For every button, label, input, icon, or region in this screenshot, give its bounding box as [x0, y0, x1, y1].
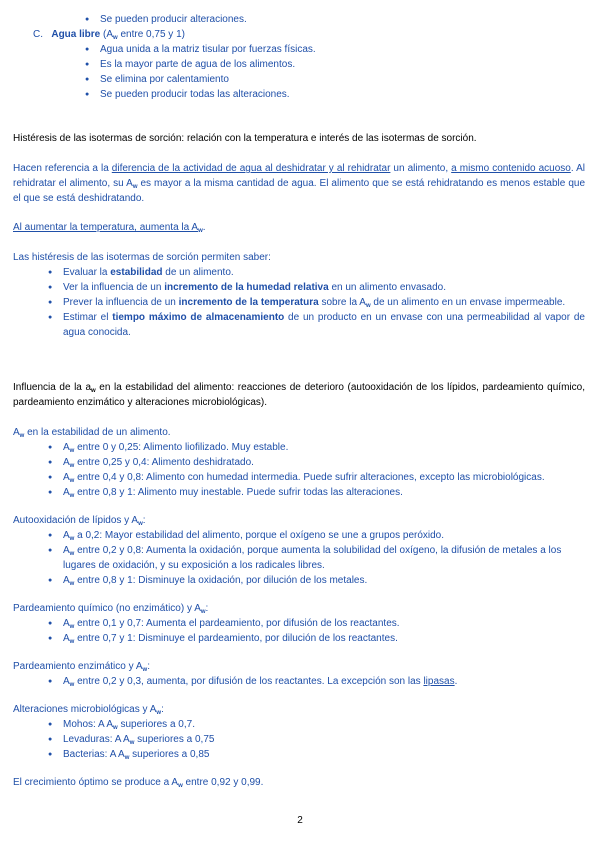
microbiological-heading: Alteraciones microbiológicas y $A_w$: [13, 704, 164, 716]
microbiological-section [13, 702, 585, 762]
list-item: ● $A_w$ entre 0,4 y 0,8: Alimento con humedad intermedia. Puede sufrir alteraciones, excepto las microbiológicas. [13, 470, 585, 485]
list-item: ● Se pueden producir todas las alteraciones. [13, 87, 585, 102]
list-item: ● $A_w$ entre 0,2 y 0,3, aumenta, por difusión de los reactantes. La excepción son las lipasas. [13, 674, 585, 689]
growth-line: El crecimiento óptimo se produce a $A_w$ entre 0,92 y 0,99. [13, 777, 264, 789]
list-item: ● $A_w$ entre 0 y 0,25: Alimento liofilizado. Muy estable. [13, 440, 585, 455]
list-item: ● $A_w$ entre 0,8 y 1: Alimento muy inestable. Puede sufrir todas las alteraciones. [13, 485, 585, 500]
hysteresis-heading: Histéresis de las isotermas de sorción: relación con la temperatura e interés de las isotermas de sorción. [13, 133, 477, 144]
list-item: ● $A_w$ entre 0,1 y 0,7: Aumenta el pardeamiento, por difusión de los reactantes. [13, 616, 585, 631]
hysteresis-intro: Las histéresis de las isotermas de sorción permiten saber: [13, 252, 271, 263]
lipids-heading: Autooxidación de lípidos y $A_w$: [13, 515, 146, 527]
hysteresis-paragraph: Hacen referencia a la diferencia de la actividad de agua al deshidratar y al rehidratar un alimento, a mismo contenido acuoso. Al rehidratar el alimento, su $A_w$ es mayor a la misma cantidad de agua. El alimento que se está rehidratando es menos estable que el que se está deshidratando. [13, 163, 586, 204]
stability-heading: $A_w$ en la estabilidad de un alimento. [13, 427, 171, 439]
list-item: ● Se pueden producir alteraciones. [13, 12, 585, 27]
top-list [13, 12, 585, 102]
list-item: ● Bacterias: A $A_w$ superiores a 0,85 [13, 747, 585, 762]
list-item: ● Es la mayor parte de agua de los alimentos. [13, 57, 585, 72]
list-item-c: C. Agua libre ($A_w$ entre 0,75 y 1) [33, 29, 185, 41]
list-item: ● Mohos: A $A_w$ superiores a 0,7. [13, 717, 585, 732]
list-item: ● Estimar el tiempo máximo de almacenamiento de un producto en un envase con una permeabilidad al vapor de agua conocida. [13, 310, 585, 340]
chemical-browning-section [13, 601, 585, 646]
lipids-section [13, 513, 585, 588]
list-item: ● Se elimina por calentamiento [13, 72, 585, 87]
enzymatic-browning-heading: Pardeamiento enzimático y $A_w$: [13, 661, 150, 673]
enzymatic-browning-section [13, 659, 585, 689]
list-item: ● $A_w$ entre 0,2 y 0,8: Aumenta la oxidación, porque aumenta la solubilidad del oxígeno, la difusión de metales a los lugares de oxidación, y su exposición a los radicales libres. [13, 543, 585, 573]
temperature-line: Al aumentar la temperatura, aumenta la $A_w$. [13, 222, 206, 234]
list-item: ● Agua unida a la matriz tisular por fuerzas físicas. [13, 42, 585, 57]
list-item: ● Prever la influencia de un incremento de la temperatura sobre la $A_w$ de un alimento en un envase impermeable. [13, 295, 585, 310]
stability-section [13, 425, 585, 500]
list-item: ● $A_w$ entre 0,25 y 0,4: Alimento deshidratado. [13, 455, 585, 470]
list-item: ● $A_w$ entre 0,8 y 1: Disminuye la oxidación, por dilución de los metales. [13, 573, 585, 588]
list-item: ● Ver la influencia de un incremento de la humedad relativa en un alimento envasado. [13, 280, 585, 295]
hysteresis-list [13, 250, 585, 340]
page-number: 2 [297, 815, 303, 826]
influence-heading: Influencia de la $a_w$ en la estabilidad del alimento: reacciones de deterioro (autooxidación de los lípidos, pardeamiento químico, pardeamiento enzimático y alteraciones microbiológicas). [13, 382, 585, 408]
chemical-browning-heading: Pardeamiento químico (no enzimático) y $A_w$: [13, 603, 209, 615]
list-item: ● $A_w$ entre 0,7 y 1: Disminuye el pardeamiento, por dilución de los reactantes. [13, 631, 585, 646]
list-item: ● Levaduras: A $A_w$ superiores a 0,75 [13, 732, 585, 747]
list-item: ● Evaluar la estabilidad de un alimento. [13, 265, 585, 280]
list-item: ● $A_w$ a 0,2: Mayor estabilidad del alimento, porque el oxígeno se une a grupos peróxido. [13, 528, 585, 543]
